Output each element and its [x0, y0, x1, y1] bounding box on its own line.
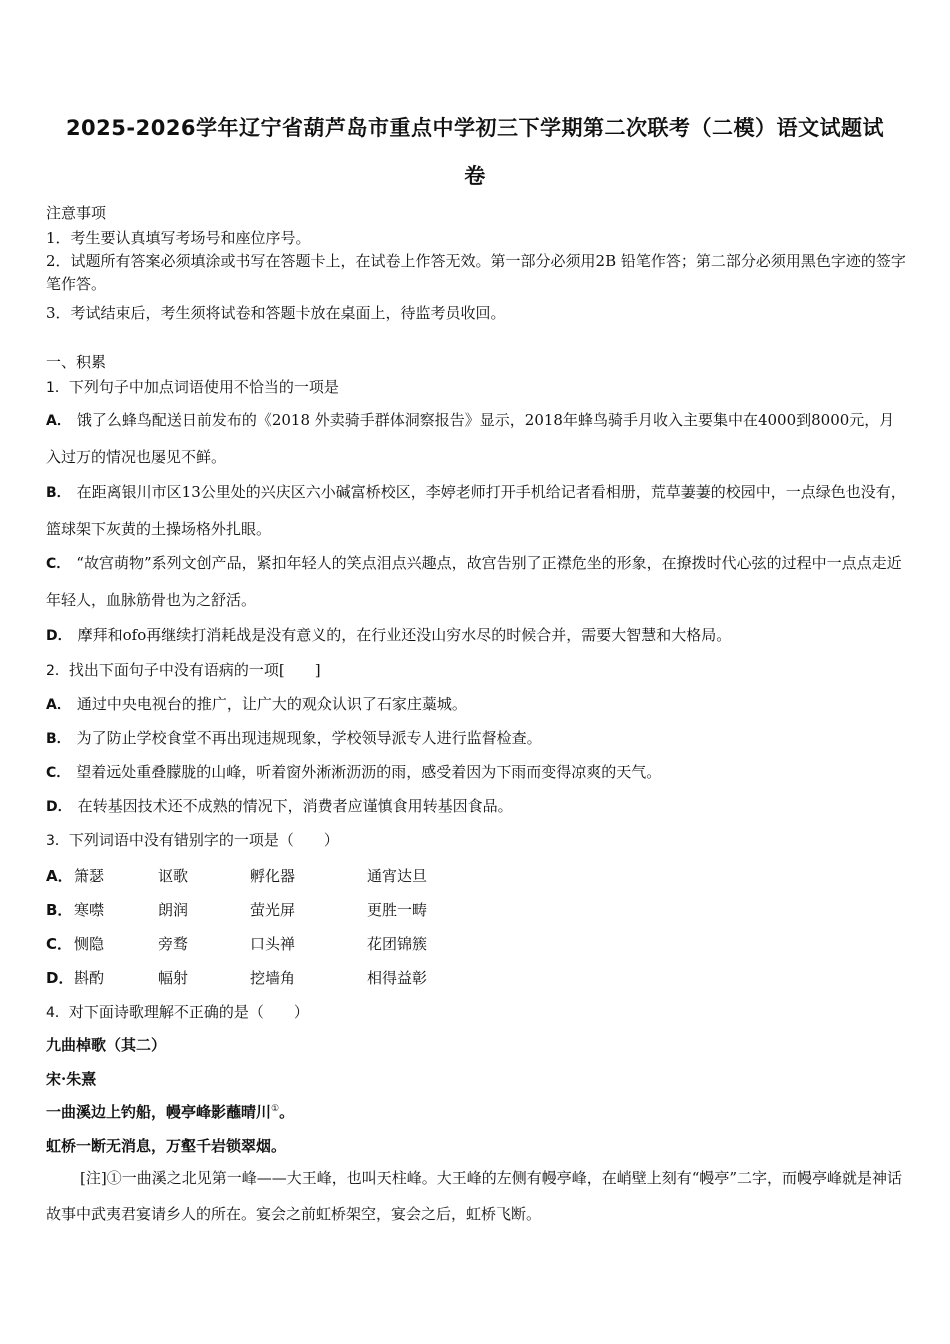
notice-item-2: 2．试题所有答案必须填涂或书写在答题卡上，在试卷上作答无效。第一部分必须用2B 铅笔作答；第二部分必须用黑色字迹的签字笔作答。	[46, 252, 906, 293]
option-text: 在转基因技术还不成熟的情况下，消费者应谨慎食用转基因食品。	[77, 797, 513, 815]
question-2	[46, 659, 908, 680]
option-label: C．	[46, 935, 73, 953]
exam-title-line-2: 卷	[464, 164, 486, 188]
question-stem: 找出下面句子中没有语病的一项[ ]	[68, 661, 321, 679]
question-3	[46, 829, 908, 850]
question-stem: 下列句子中加点词语使用不恰当的一项是	[68, 378, 339, 396]
option-2d	[46, 795, 908, 816]
question-1	[46, 376, 908, 397]
question-number: 1．	[46, 380, 69, 396]
notice-item-1: 1．考生要认真填写考场号和座位序号。	[46, 229, 311, 247]
poem-line-text: 一曲溪边上钓船，幔亭峰影蘸晴川	[46, 1103, 272, 1121]
section-heading: 一、积累	[46, 353, 107, 371]
poem-author: 宋·朱熹	[46, 1070, 97, 1088]
word-2: 幅射	[158, 969, 189, 987]
option-1a	[46, 402, 908, 475]
option-label: D．	[46, 969, 74, 987]
option-2c	[46, 761, 908, 782]
word-3: 口头禅	[250, 935, 296, 953]
option-text: 饿了么蜂鸟配送日前发布的《2018 外卖骑手群体洞察报告》显示，2018年蜂鸟骑手月收入主要集中在4000到8000元，月入过万的情况也屡见不鲜。	[46, 411, 895, 466]
poem-title: 九曲棹歌（其二）	[46, 1036, 167, 1054]
notice-heading: 注意事项	[46, 204, 107, 222]
word-2: 朗润	[158, 901, 189, 919]
option-1c	[46, 545, 908, 618]
question-4	[46, 1001, 908, 1022]
word-2: 旁骛	[158, 935, 189, 953]
word-2: 讴歌	[158, 867, 189, 885]
notice-item-3: 3．考试结束后，考生须将试卷和答题卡放在桌面上，待监考员收回。	[46, 304, 506, 322]
word-3: 萤光屏	[250, 901, 296, 919]
option-text: 在距离银川市区13公里处的兴庆区六小碱富桥校区，李婷老师打开手机给记者看相册，荒草萋萋的校园中，一点绿色也没有，篮球架下灰黄的土操场格外扎眼。	[46, 483, 906, 538]
question-stem: 下列词语中没有错别字的一项是（ ）	[68, 831, 339, 849]
word-1: 斟酌	[74, 969, 105, 987]
option-label: D．	[46, 628, 72, 644]
option-1d	[46, 624, 908, 645]
poem-line-1	[46, 1101, 908, 1122]
option-text: 为了防止学校食堂不再出现违规现象，学校领导派专人进行监督检查。	[76, 729, 542, 747]
option-label: B．	[46, 485, 71, 501]
option-2a	[46, 693, 908, 714]
word-1: 寒噤	[74, 901, 105, 919]
option-label: A．	[46, 413, 71, 429]
question-number: 2．	[46, 663, 69, 679]
question-number: 4．	[46, 1005, 69, 1021]
word-1: 箫瑟	[74, 867, 105, 885]
option-label: A．	[46, 697, 71, 713]
option-text: “故宫萌物”系列文创产品，紧扣年轻人的笑点泪点兴趣点，故宫告别了正襟危坐的形象，在撩拨时代心弦的过程中一点点走近年轻人，血脉筋骨也为之舒活。	[46, 554, 902, 609]
option-label: B．	[46, 901, 73, 919]
option-label: D．	[46, 799, 72, 815]
word-4: 相得益彰	[367, 969, 428, 987]
question-stem: 对下面诗歌理解不正确的是（ ）	[68, 1003, 309, 1021]
option-2b	[46, 727, 908, 748]
word-3: 挖墙角	[250, 969, 296, 987]
poem-line-2: 虹桥一断无消息，万壑千岩锁翠烟。	[46, 1137, 287, 1155]
option-text: 摩拜和ofo再继续打消耗战是没有意义的，在行业还没山穷水尽的时候合并，需要大智慧和大格局。	[77, 626, 732, 644]
word-1: 恻隐	[74, 935, 105, 953]
word-4: 花团锦簇	[367, 935, 428, 953]
exam-title-line-1: 2025-2026学年辽宁省葫芦岛市重点中学初三下学期第二次联考（二模）语文试题试	[65, 116, 885, 140]
word-4: 更胜一畴	[367, 901, 428, 919]
option-label: B．	[46, 731, 71, 747]
option-text: 通过中央电视台的推广，让广大的观众认识了石家庄藁城。	[76, 695, 467, 713]
option-label: C．	[46, 765, 71, 781]
word-4: 通宵达旦	[367, 867, 428, 885]
option-label: C．	[46, 556, 71, 572]
poem-annotation: [注]①一曲溪之北见第一峰——大王峰，也叫天柱峰。大王峰的左侧有幔亭峰，在峭壁上刻有“幔亭”二字，而幔亭峰就是神话故事中武夷君宴请乡人的所在。宴会之前虹桥架空，宴会之后，虹桥飞断。	[46, 1169, 903, 1223]
option-text: 望着远处重叠朦胧的山峰，听着窗外淅淅沥沥的雨，感受着因为下雨而变得凉爽的天气。	[76, 763, 662, 781]
poem-line-end: 。	[279, 1103, 295, 1121]
word-3: 孵化器	[250, 867, 296, 885]
option-label: A．	[46, 867, 73, 885]
footnote-mark: ①	[271, 1104, 280, 1114]
option-1b	[46, 474, 908, 547]
question-number: 3．	[46, 833, 69, 849]
